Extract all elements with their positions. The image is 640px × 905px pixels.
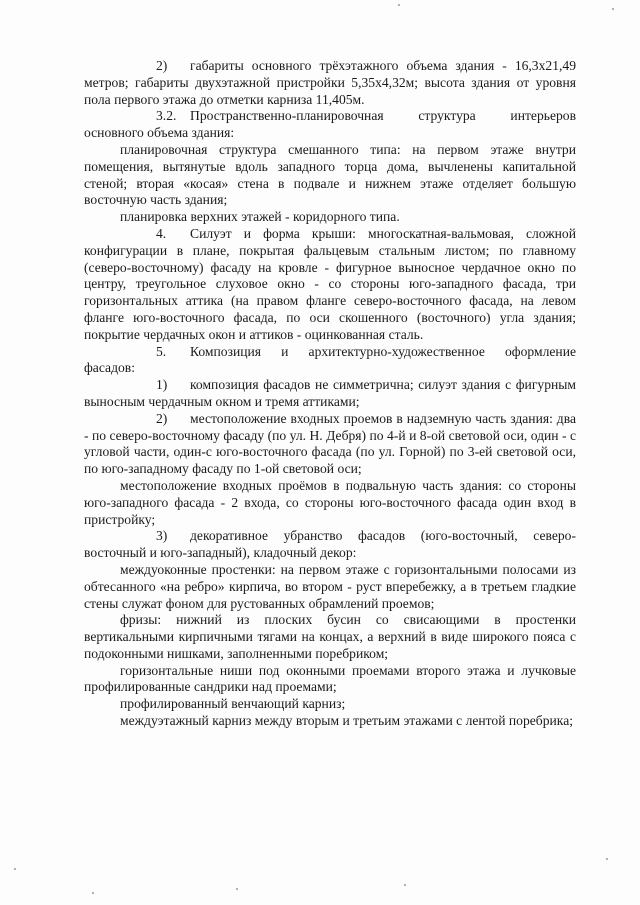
- paragraph-basement-entrances: [84, 478, 576, 528]
- paragraph-mixed-type: [84, 142, 576, 209]
- paragraph-number: 1): [156, 377, 168, 393]
- scan-speck: [612, 8, 614, 10]
- paragraph-number: 2): [156, 410, 168, 426]
- scan-speck: [606, 858, 608, 860]
- paragraph-text: междуэтажный карниз между вторым и третьим этажами с лентой поребрика;: [120, 713, 574, 729]
- paragraph-piers: [84, 562, 576, 612]
- document-body: [84, 58, 576, 730]
- paragraph-text: планировочная структура смешанного типа: на первом этаже внутри помещения, вытянутые вдоль западного торца дома, вычленены капитальной стеной; вторая «косая» стена в подвале и нижнем этаже отделяет большую восточную часть здания;: [84, 141, 576, 208]
- paragraph-number: 4.: [156, 225, 167, 241]
- paragraph-text: композиция фасадов не симметрична; силуэт здания с фигурным выносным чердачным окном и тремя аттиками;: [84, 377, 576, 409]
- paragraph-roof: [84, 226, 576, 344]
- paragraph-text: местоположение входных проемов в надземную часть здания: два - по северо-восточному фасаду (по ул. Н. Дебря) по 4-й и 8-ой световой оси, один - с угловой части, один-с юго-восточного фасада (по ул. Горной) по 3-ей световой оси, по юго-западному фасаду по 1-ой световой оси;: [84, 410, 576, 477]
- paragraph-text: декоративное убранство фасадов (юго-восточный, северо-восточный и юго-западный), кладочный декор:: [84, 528, 576, 561]
- scan-speck: [14, 868, 16, 870]
- paragraph-text: планировка верхних этажей - коридорного типа.: [120, 209, 400, 225]
- paragraph-niches: [84, 663, 576, 697]
- paragraph-text: горизонтальные ниши под оконными проемами второго этажа и лучковые профилированные сандрики над проемами;: [84, 662, 576, 695]
- paragraph-upper-floors: [84, 209, 576, 226]
- paragraph-composition: [84, 344, 576, 378]
- scan-speck: [404, 884, 406, 886]
- scan-speck: [92, 892, 94, 894]
- paragraph-text: Пространственно-планировочная структура интерьеров основного объема здания:: [84, 108, 576, 141]
- paragraph-text: фризы: нижний из плоских бусин со свисающими в простенки вертикальными кирпичными тягами на концах, а верхний в виде широкого пояса с подоконными нишками, заполненными поребриком;: [84, 612, 576, 661]
- scan-speck: [398, 4, 400, 6]
- paragraph-decor: [84, 528, 576, 562]
- paragraph-number: 3): [156, 528, 168, 544]
- paragraph-text: профилированный венчающий карниз;: [120, 696, 346, 712]
- paragraph-facade-composition: [84, 377, 576, 411]
- paragraph-interfloor-cornice: [84, 713, 576, 730]
- paragraph-number: 2): [156, 58, 168, 73]
- paragraph-planning-structure: [84, 108, 576, 142]
- paragraph-text: габариты основного трёхэтажного объема здания - 16,3х21,49 метров; габариты двухэтажной пристройки 5,35х4,32м; высота здания от уровня пола первого этажа до отметки карниза 11,405м.: [84, 58, 576, 107]
- scan-speck: [236, 888, 238, 890]
- paragraph-text: местоположение входных проёмов в подвальную часть здания: со стороны юго-западного фасада - 2 входа, со стороны юго-восточного фасада один вход в пристройку;: [84, 477, 576, 527]
- paragraph-number: 5.: [156, 343, 167, 359]
- paragraph-friezes: [84, 612, 576, 662]
- paragraph-cornice: [84, 696, 576, 713]
- paragraph-text: междуоконные простенки: на первом этаже с горизонтальными полосами из обтесанного «на ребро» кирпича, во втором - руст вперебежку, а в третьем гладкие стены служат фоном для рустованных обрамлений проемов;: [84, 561, 576, 611]
- paragraph-entrances: [84, 411, 576, 478]
- paragraph-dimensions: [84, 58, 576, 108]
- paragraph-text: Композиция и архитектурно-художественное оформление фасадов:: [84, 343, 576, 376]
- paragraph-text: Силуэт и форма крыши: многоскатная-вальмовая, сложной конфигурации в плане, покрытая фальцевым стальным листом; по главному (северо-восточному) фасаду на кровле - фигурное выносное чердачное окно по центру, треугольное слуховое окно - со стороны юго-западного фасада, три горизонтальных аттика (на правом фланге северо-восточного фасада, на левом фланге юго-восточного фасада, по оси скошенного (восточного) угла здания; покрытие чердачных окон и аттиков - оцинкованная сталь.: [84, 225, 576, 342]
- paragraph-number: 3.2.: [156, 108, 177, 124]
